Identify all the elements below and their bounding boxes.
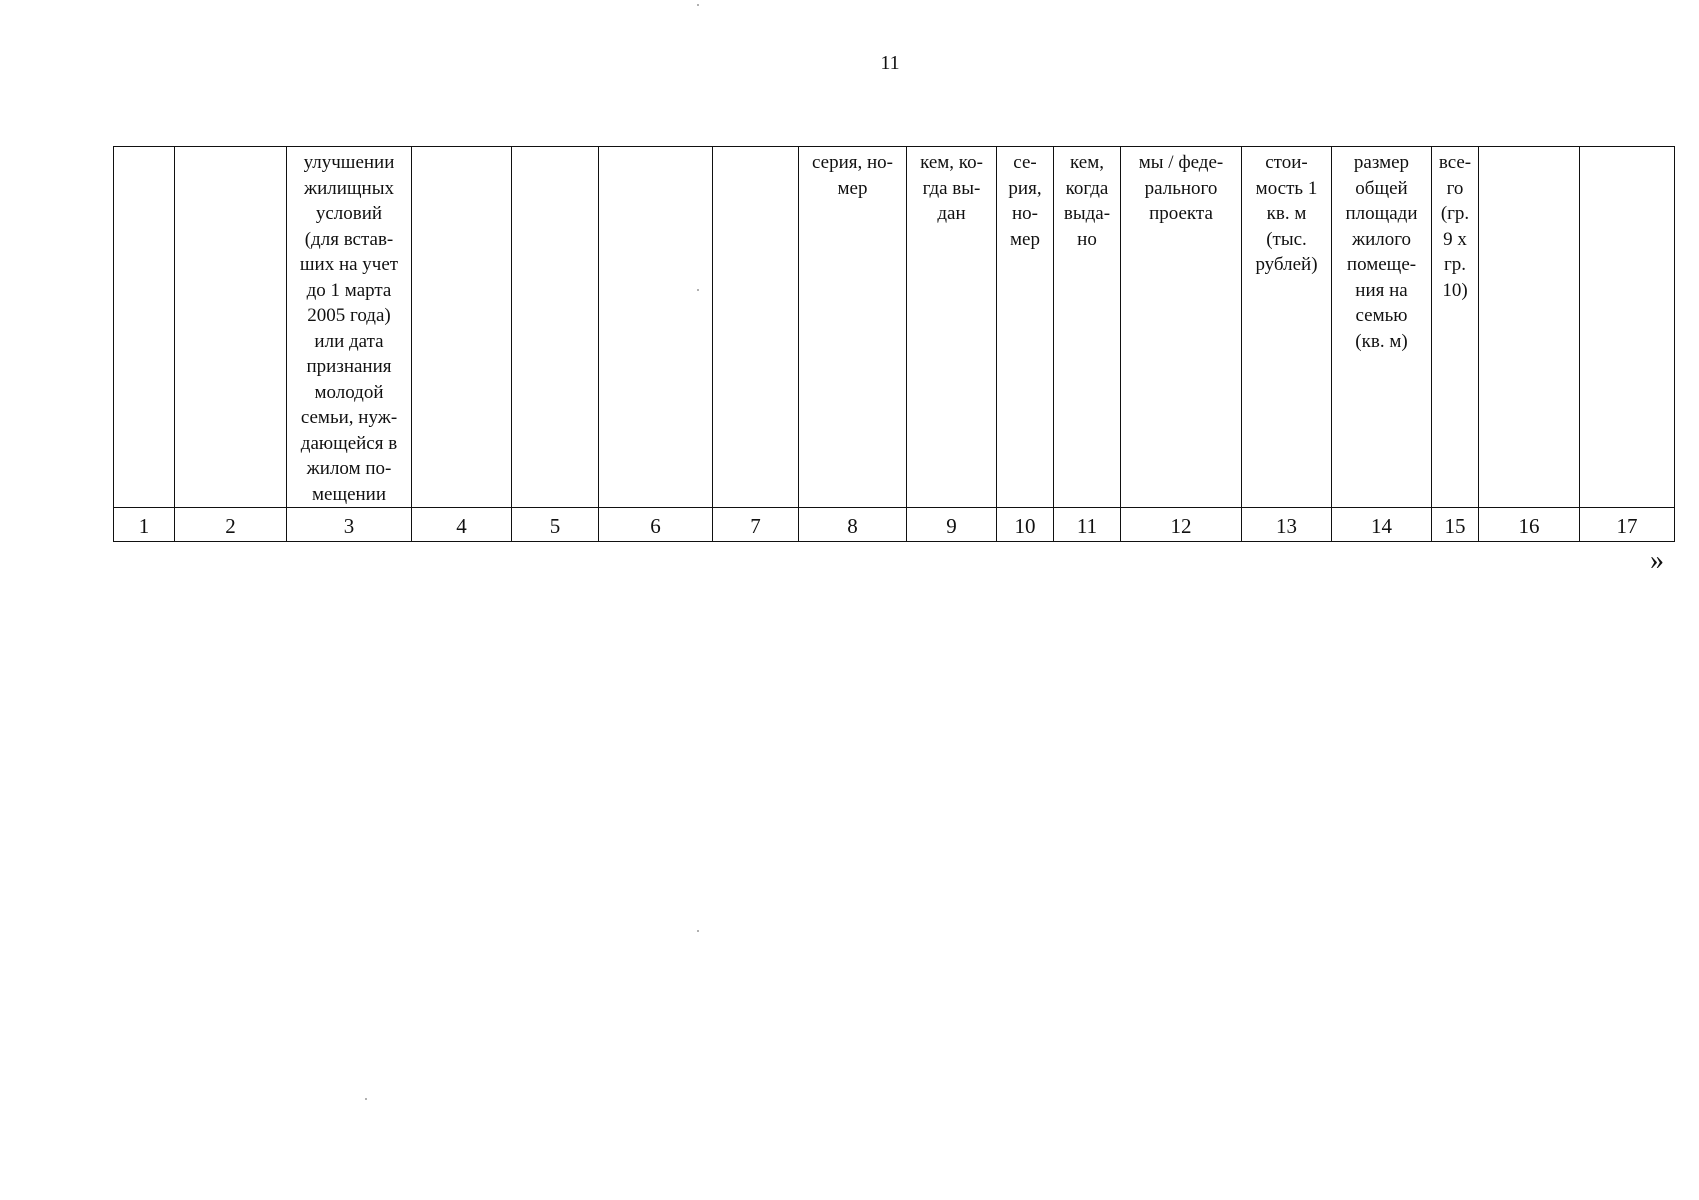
header-cell-14: размер общей площади жилого помеще- ния на семью (кв. м) (1332, 147, 1432, 508)
column-number: 14 (1332, 508, 1432, 542)
column-number: 6 (599, 508, 713, 542)
column-number: 2 (175, 508, 287, 542)
column-number: 15 (1432, 508, 1479, 542)
column-number: 11 (1054, 508, 1121, 542)
header-cell-17 (1580, 147, 1675, 508)
header-cell-10: се- рия, но- мер (997, 147, 1054, 508)
header-cell-1 (114, 147, 175, 508)
column-number: 16 (1479, 508, 1580, 542)
column-number: 5 (512, 508, 599, 542)
header-cell-6 (599, 147, 713, 508)
page-number: 11 (880, 52, 900, 74)
scan-speck (365, 1098, 367, 1100)
scan-speck (697, 289, 699, 291)
header-cell-4 (412, 147, 512, 508)
column-number: 9 (907, 508, 997, 542)
form-table (113, 146, 1675, 542)
header-cell-12: мы / феде- рального проекта (1121, 147, 1242, 508)
header-cell-2 (175, 147, 287, 508)
header-cell-11: кем, когда выда- но (1054, 147, 1121, 508)
header-cell-5 (512, 147, 599, 508)
column-number: 8 (799, 508, 907, 542)
table-header-row (114, 147, 1675, 508)
header-cell-8: серия, но- мер (799, 147, 907, 508)
header-cell-15: все- го (гр. 9 х гр. 10) (1432, 147, 1479, 508)
column-number: 13 (1242, 508, 1332, 542)
column-number: 1 (114, 508, 175, 542)
closing-quote-mark: » (1650, 545, 1664, 576)
column-number: 10 (997, 508, 1054, 542)
column-number: 3 (287, 508, 412, 542)
column-number: 12 (1121, 508, 1242, 542)
header-cell-7 (713, 147, 799, 508)
header-cell-3: улучшении жилищных условий (для встав- ших на учет до 1 марта 2005 года) или дата признания молодой семьи, нуж- дающейся в жилом по- мещении (287, 147, 412, 508)
column-number: 7 (713, 508, 799, 542)
scan-speck (697, 930, 699, 932)
column-number: 17 (1580, 508, 1675, 542)
header-cell-13: стои- мость 1 кв. м (тыс. рублей) (1242, 147, 1332, 508)
header-cell-9: кем, ко- гда вы- дан (907, 147, 997, 508)
header-cell-16 (1479, 147, 1580, 508)
scan-speck (697, 4, 699, 6)
column-number: 4 (412, 508, 512, 542)
column-number-row (114, 508, 1675, 542)
